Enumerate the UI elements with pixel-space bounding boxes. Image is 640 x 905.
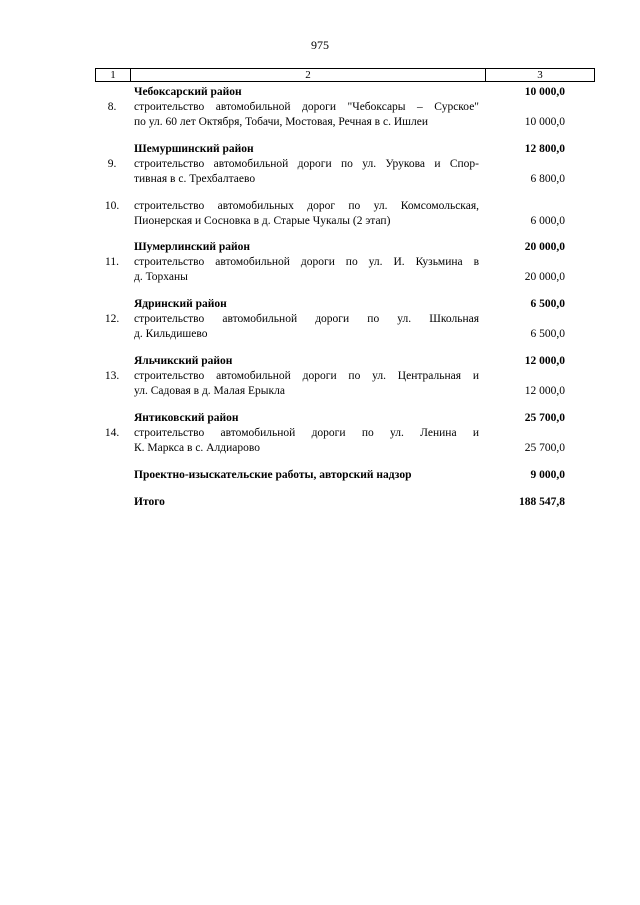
row-number: 11.	[105, 256, 119, 268]
row-description: строительство автомобильной дороги по ул. Ленина и	[134, 427, 479, 439]
table-row	[95, 142, 595, 157]
row-amount: 9 000,0	[530, 469, 565, 481]
section-heading: Шумерлинский район	[134, 241, 250, 253]
table-row	[95, 468, 595, 483]
row-number: 8.	[107, 101, 117, 113]
section-heading: Ядринский район	[134, 298, 227, 310]
row-description: ул. Садовая в д. Малая Ерыкла	[134, 385, 285, 397]
row-number: 9.	[107, 158, 117, 170]
table-row	[95, 411, 595, 426]
row-amount: 188 547,8	[519, 496, 565, 508]
row-description: строительство автомобильных дорог по ул. Комсомольская,	[134, 200, 479, 212]
section-heading: Итого	[134, 496, 165, 508]
table-row	[95, 100, 595, 115]
row-description: строительство автомобильной дороги по ул. Школьная	[134, 313, 479, 325]
header-col-2: 2	[131, 69, 486, 81]
row-amount: 6 500,0	[530, 298, 565, 310]
row-description: д. Кильдишево	[134, 328, 208, 340]
section-heading: Шемуршинский район	[134, 143, 254, 155]
section-heading: Проектно-изыскательские работы, авторский надзор	[134, 469, 412, 481]
row-description: К. Маркса в с. Алдиарово	[134, 442, 260, 454]
row-number: 10.	[104, 200, 120, 212]
row-description: строительство автомобильной дороги по ул. Урукова и Спор-	[134, 158, 479, 170]
section-heading: Янтиковский район	[134, 412, 239, 424]
table-row	[95, 255, 595, 270]
row-amount: 10 000,0	[524, 116, 565, 128]
page-number: 975	[311, 38, 329, 52]
row-amount: 6 000,0	[530, 215, 565, 227]
section-heading: Чебоксарский район	[134, 86, 242, 98]
table-row	[95, 369, 595, 384]
row-number: 13.	[104, 370, 120, 382]
table-row	[95, 495, 595, 510]
row-amount: 25 700,0	[524, 442, 565, 454]
row-amount: 20 000,0	[524, 241, 565, 253]
table-header	[95, 68, 595, 82]
table-row	[95, 312, 595, 327]
row-description: тивная в с. Трехбалтаево	[134, 173, 256, 185]
row-amount: 6 800,0	[530, 173, 565, 185]
table-row	[95, 199, 595, 214]
row-description: Пионерская и Сосновка в д. Старые Чукалы (2 этап)	[134, 215, 391, 227]
table-row	[95, 172, 595, 187]
header-col-3: 3	[537, 69, 543, 81]
row-amount: 10 000,0	[524, 86, 565, 98]
section-heading: Яльчикский район	[134, 355, 233, 367]
table-row	[95, 85, 595, 100]
row-number: 14.	[104, 427, 120, 439]
row-amount: 20 000,0	[524, 271, 565, 283]
table-row	[95, 115, 595, 130]
row-description: строительство автомобильной дороги по ул. Центральная и	[134, 370, 479, 382]
row-amount: 12 800,0	[524, 143, 565, 155]
row-description: строительство автомобильной дороги "Чебоксары – Сурское"	[134, 101, 479, 113]
header-col-1: 1	[96, 69, 131, 81]
row-description: д. Торханы	[134, 271, 188, 283]
row-amount: 6 500,0	[530, 328, 565, 340]
table-row	[95, 270, 595, 285]
table-row	[95, 384, 595, 399]
row-amount: 12 000,0	[524, 385, 565, 397]
row-description: строительство автомобильной дороги по ул. И. Кузьмина в	[134, 256, 479, 268]
table-row	[95, 354, 595, 369]
table-row	[95, 426, 595, 441]
row-number: 12.	[104, 313, 120, 325]
table-row	[95, 214, 595, 229]
row-amount: 25 700,0	[524, 412, 565, 424]
table-row	[95, 157, 595, 172]
table-row	[95, 240, 595, 255]
table-row	[95, 327, 595, 342]
row-amount: 12 000,0	[524, 355, 565, 367]
table-row	[95, 441, 595, 456]
table-row	[95, 297, 595, 312]
row-description: по ул. 60 лет Октября, Тобачи, Мостовая, Речная в с. Ишлеи	[134, 116, 428, 128]
